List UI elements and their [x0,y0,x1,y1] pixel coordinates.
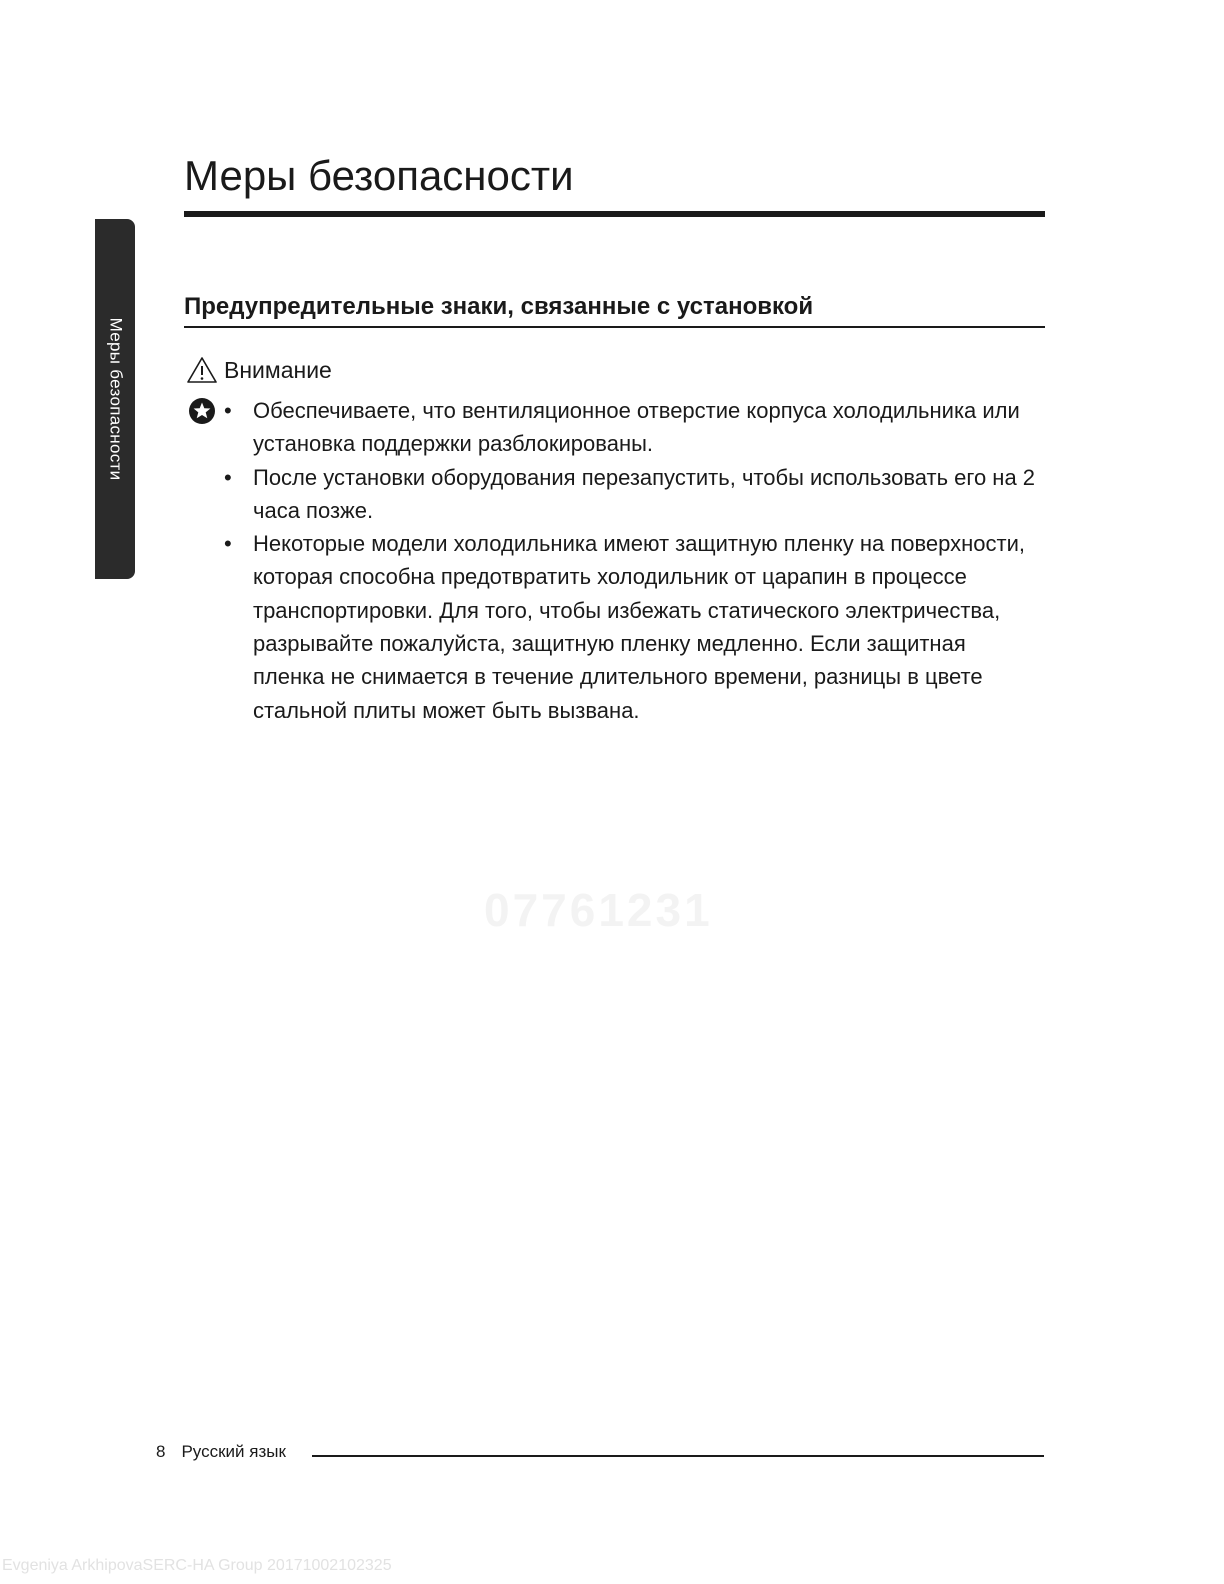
section-heading: Предупредительные знаки, связанные с установкой [184,293,814,320]
side-tab-label: Меры безопасности [106,317,125,481]
section-divider [184,326,1045,328]
caution-label: Внимание [224,356,332,383]
list-item: • Некоторые модели холодильника имеют защитную пленку на поверхности, которая способна предотвратить холодильник от царапин в процессе транспортировки. Для того, чтобы избежать статического электричества, разрывайте пожалуйста, защитную пленку медленно. Если защитная пленка не снимается в течение длительного времени, разницы в цвете стальной плиты может быть вызвана. [224,527,1039,727]
title-divider [184,211,1045,217]
page-title: Меры безопасности [184,152,574,199]
caution-label-row [186,356,332,384]
side-tab [95,219,135,579]
warning-triangle-icon [186,356,218,384]
note-star-icon [188,397,216,425]
caution-list [224,394,1039,727]
list-item: • После установки оборудования перезапустить, чтобы использовать его на 2 часа позже. [224,461,1039,528]
document-stamp: Evgeniya ArkhipovaSERC-HA Group 20171002102325 [2,1557,392,1574]
page-number: 8 [156,1442,166,1461]
watermark: 07761231 [484,884,713,936]
footer-divider [312,1455,1044,1457]
list-item: • Обеспечиваете, что вентиляционное отверстие корпуса холодильника или установка поддержки разблокированы. [224,394,1039,461]
footer-language: Русский язык [181,1442,286,1461]
footer [156,1442,286,1462]
